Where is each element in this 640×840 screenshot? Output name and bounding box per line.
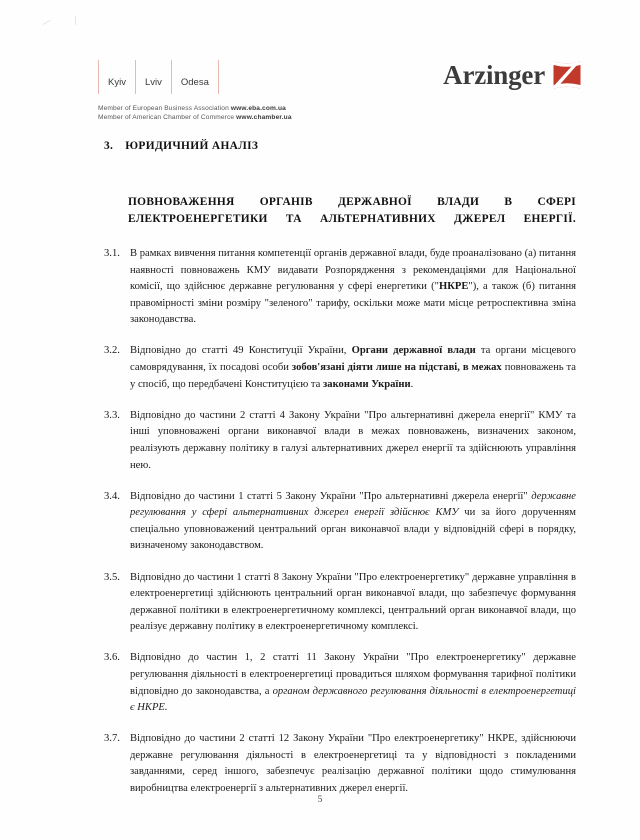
page-header	[0, 0, 640, 130]
membership-eba-url: www.eba.com.ua	[230, 105, 286, 112]
section-heading	[104, 140, 640, 152]
clause-number: 3.6.	[104, 652, 120, 664]
membership-eba-text: Member of European Business Association	[98, 105, 231, 112]
city-lviv: Lviv	[144, 77, 162, 88]
arzinger-logo	[443, 60, 582, 90]
clause-item	[104, 570, 576, 636]
city-kyiv: Kyiv	[108, 77, 126, 88]
clause-text: Відповідно до статті 49 Конституції України, Органи державної влади та органи місцевого самоврядування, їх посадові особи зобов'язані діяти лише на підставі, в межах повноважень та у спосіб, що передбачені Конституцією та законами України.	[130, 345, 576, 390]
page-content	[0, 140, 640, 812]
clause-item	[104, 489, 576, 555]
page-number: 5	[317, 795, 323, 805]
clause-item	[104, 650, 576, 716]
clause-item	[104, 408, 576, 474]
clause-text: Відповідно до частини 1 статті 5 Закону України "Про альтернативні джерела енергії" державне регулювання у сфері альтернативних джерел енергії здійснює КМУ чи за його дорученням спеціально уповноважений центральний орган виконавчої влади у відповідній сфері в порядку, визначеному законодавством.	[130, 490, 576, 552]
logo-wordmark: Arzinger	[443, 59, 545, 90]
clause-text: В рамках вивчення питання компетенції органів державної влади, буде проаналізовано (а) питання наявності повноважень КМУ видавати Розпорядження з рекомендаціями для Національної комісії, що здійснює державне регулювання у сфері енергетики ("НКРЕ"), а також (б) питання правомірності зміни розміру "зеленого" тарифу, оскільки може мати місце ретроспективна зміна законодавства.	[130, 248, 576, 326]
clause-number: 3.4.	[104, 490, 120, 502]
logo-z-mark-icon	[552, 60, 582, 90]
membership-chamber-text: Member of American Chamber of Commerce	[98, 114, 237, 122]
clause-number: 3.1.	[104, 248, 120, 259]
clause-text: Відповідно до частини 2 статті 12 Закону України "Про електроенергетику" НКРЕ, здійснюючи державне регулювання діяльності в електроенергетиці та у відповідності з покладеними завданнями, серед іншого, забезпечує реалізацію державної політики щодо стимулювання виробництва електроенергії з альтернативних джерел енергії.	[130, 733, 576, 795]
clause-item	[104, 343, 576, 393]
office-cities	[98, 60, 219, 94]
clause-text: Відповідно до частини 2 статті 4 Закону України "Про альтернативні джерела енергії" КМУ та інші уповноважені органи виконавчої влади в межах повноважень, визначених законом, реалізують державну політику в галузі альтернативних джерел енергії та здійснюють управління нею.	[130, 409, 576, 471]
clause-text: Відповідно до частин 1, 2 статті 11 Закону України "Про електроенергетику" державне регулювання діяльності в електроенергетиці провадиться шляхом формування тарифної політики відповідно до законодавства, а органом державного регулювання діяльності в електроенергетиці є НКРЕ.	[130, 652, 576, 714]
membership-lines	[98, 104, 292, 123]
clause-number: 3.3.	[104, 409, 120, 421]
clause-item	[104, 246, 576, 329]
clause-list	[0, 246, 640, 798]
page-title: ПОВНОВАЖЕННЯ ОРГАНІВ ДЕРЖАВНОЇ ВЛАДИ В СФЕРІ ЕЛЕКТРОЕНЕРГЕТИКИ ТА АЛЬТЕРНАТИВНИХ ДЖЕРЕЛ ЕНЕРГІЇ.	[128, 196, 576, 225]
membership-chamber-url: www.chamber.ua	[236, 114, 292, 122]
clause-item	[104, 731, 576, 797]
section-number: 3.	[104, 140, 114, 152]
clause-number: 3.7.	[104, 733, 120, 745]
clause-text: Відповідно до частини 1 статті 8 Закону України "Про електроенергетику" державне управління в електроенергетиці здійснюють центральний орган виконавчої влади, що забезпечує формування державної політики в електроенергетичному комплексі, центральний орган виконавчої влади, що реалізує державну політику в електроенергетичному комплексі.	[130, 571, 576, 633]
clause-number: 3.2.	[104, 345, 120, 357]
section-title: ЮРИДИЧНИЙ АНАЛІЗ	[125, 140, 259, 152]
clause-number: 3.5.	[104, 571, 120, 583]
city-odesa: Odesa	[180, 77, 209, 88]
membership-chamber	[98, 113, 292, 122]
membership-eba	[98, 104, 292, 113]
city-divider	[218, 60, 219, 94]
